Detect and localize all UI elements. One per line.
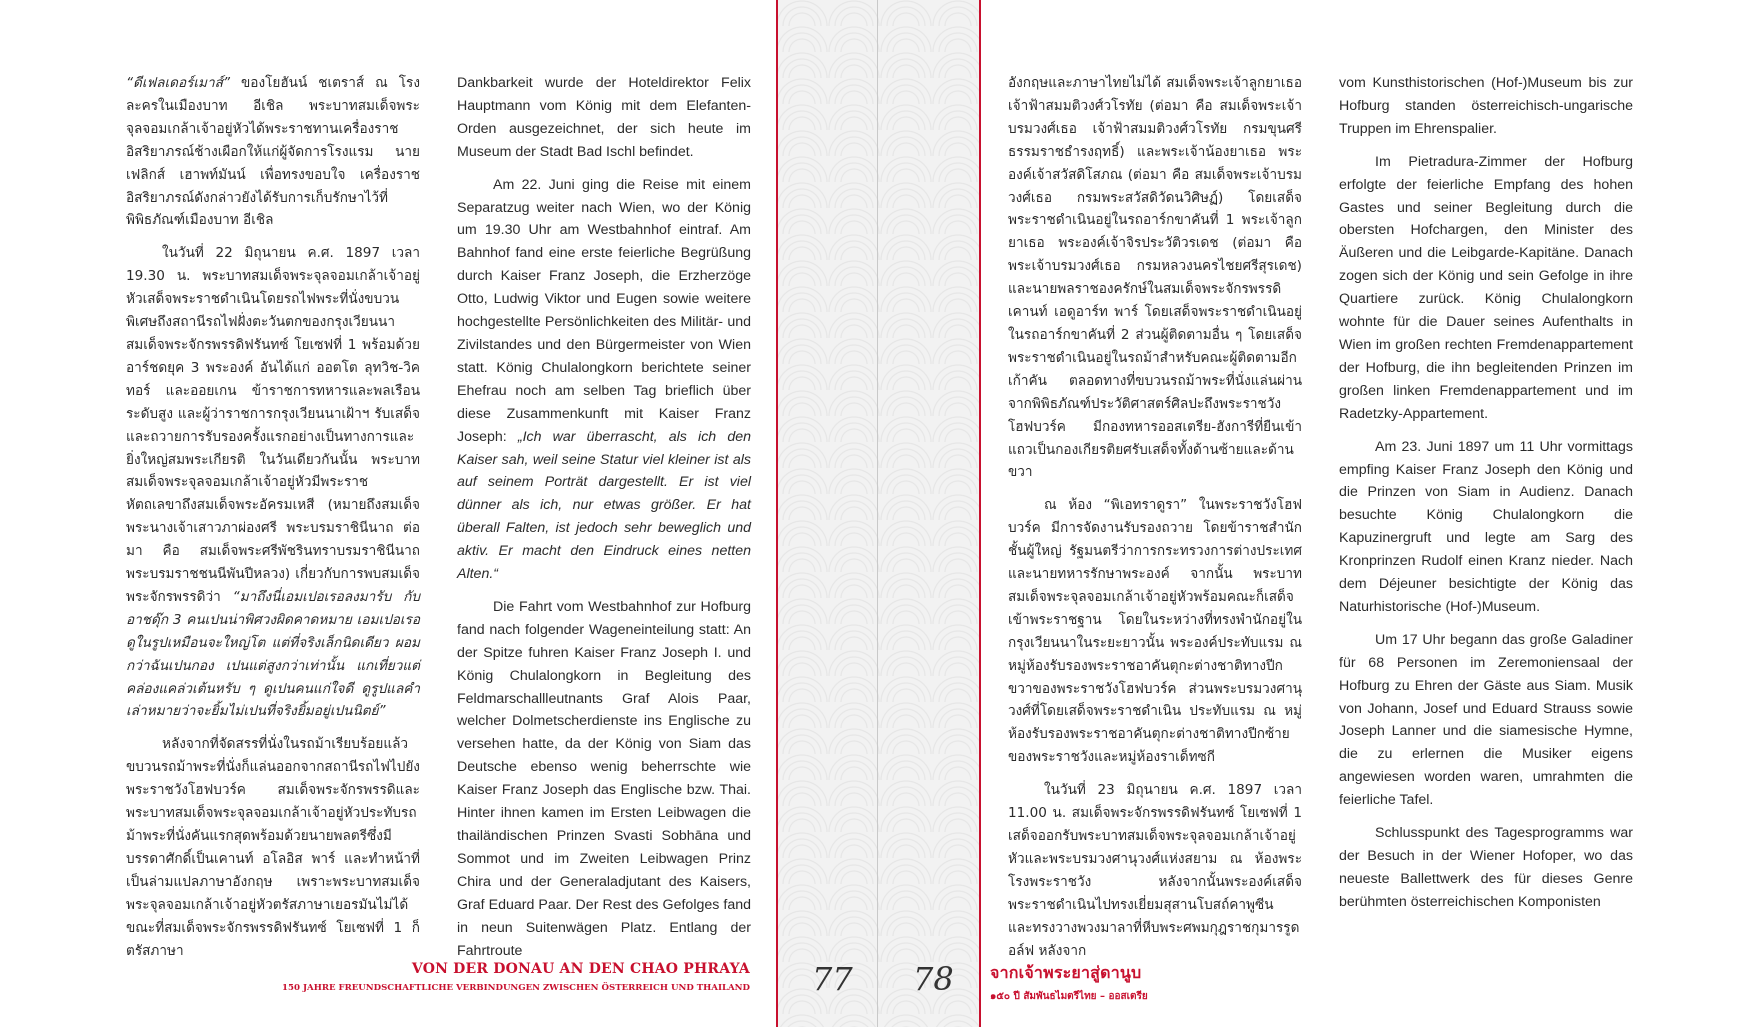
left-page-number: 77 <box>812 960 853 998</box>
german-paragraph: Am 22. Juni ging die Reise mit einem Separatzug weiter nach Wien, wo der König um 19.30 Uhr am Westbahnhof eintraf. Am Bahnhof fand eine erste feierliche Begrüßung durch Kaiser Franz Joseph, die Erzherzöge Otto, Ludwig Viktor und Eugen sowie weitere hochgestellte Persönlichkeiten des Militär- und Zivilstandes und den Bürgermeister von Wien statt. König Chulalongkorn berichtete seiner Ehefrau noch am selben Tag brieflich über diese Zusammenkunft mit Kaiser Franz Joseph: „Ich war überrascht, als ich den Kaiser sah, weil seine Statur viel kleiner ist als auf seinem Porträt dargestellt. Er ist viel dünner als ich, nur etwas größer. Er hat überall Falten, ist jedoch sehr beweglich und aktiv. Er macht den Eindruck eines netten Alten.“ <box>457 176 751 583</box>
german-paragraph: Die Fahrt vom Westbahnhof zur Hofburg fand nach folgender Wageneinteilung statt: An der Spitze fuhren Kaiser Franz Joseph I. und König Chulalongkorn in Begleitung des Feldmarschallleutnants Graf Alois Paar, welcher Dolmetscherdienste ins Englische zu versehen hatte, da der König von Siam das Deutsche ebenso wenig beherrschte wie Kaiser Franz Joseph das Englische bzw. Thai. Hinter ihnen kamen im Ersten Leibwagen die thailändischen Prinzen Svasti Sobhāna und Sommot und im Zweiten Leibwagen Prinz Chira und der Generaladjutant des Kaisers, Graf Eduard Paar. Der Rest des Gefolges fand in neun Suitenwägen Platz. Entlang der Fahrtroute <box>457 598 751 959</box>
german-paragraph: vom Kunsthistorischen (Hof-)Museum bis zur Hofburg standen österreichisch-ungarische Truppen im Ehrenspalier. <box>1339 75 1633 137</box>
page-fold-line <box>877 0 878 1027</box>
thai-paragraph: ณ ห้อง “พิเอทราดูรา” ในพระราชวังโฮฟบวร์ค มีการจัดงานรับรองถวาย โดยข้าราชสำนักชั้นผู้ใหญ่ รัฐมนตรีว่าการกระทรวงการต่างประเทศและนายทหารรักษาพระองค์ จากนั้น พระบาทสมเด็จพระจุลจอมเกล้าเจ้าอยู่หัวพร้อมคณะก็เสด็จเข้าพระราชฐาน โดยในระหว่างที่ทรงพำนักอยู่ในกรุงเวียนนาในระยะยาวนั้น พระองค์ประทับแรม ณ หมู่ห้องรับรองพระราชอาคันตุกะต่างชาติทางปีกขวาของพระราชวังโฮฟบวร์ค ส่วนพระบรมวงศานุวงศ์ที่โดยเสด็จพระราชดำเนิน ประทับแรม ณ หมู่ห้องรับรองพระราชอาคันตุกะต่างชาติทางปีกซ้ายของพระราชวังและหมู่ห้องราเด็ทซกี <box>1008 497 1302 766</box>
right-page-german-column <box>1339 72 1633 927</box>
gutter-edge-right <box>979 0 981 1027</box>
left-footer <box>282 961 750 993</box>
german-paragraph: Um 17 Uhr begann das große Galadiner für 68 Personen im Zeremoniensaal der Hofburg zu Ehren der Gäste aus Siam. Musik von Johann, Josef und Eduard Strauss sowie Joseph Lanner und die siamesische Hymne, die zu erlernen die Musiker eigens angewiesen worden waren, umrahmten die feierliche Tafel. <box>1339 631 1633 809</box>
left-page-thai-column <box>126 72 420 959</box>
left-page-german-column <box>457 72 751 959</box>
center-ornament-strip <box>776 0 981 1027</box>
right-footer-title: จากเจ้าพระยาสู่ดานูบ <box>990 963 1142 982</box>
thai-paragraph: ในวันที่ 22 มิถุนายน ค.ศ. 1897 เวลา 19.30 น. พระบาทสมเด็จพระจุลจอมเกล้าเจ้าอยู่หัวเสด็จพระราชดำเนินโดยรถไฟพระที่นั่งขบวนพิเศษถึงสถานีรถไฟฝั่งตะวันตกของกรุงเวียนนา สมเด็จพระจักรพรรดิฟรันทซ์ โยเซฟที่ 1 พร้อมด้วยอาร์ชดยุค 3 พระองค์ อันได้แก่ ออตโต ลุทวิช-วิคทอร์ และออยเกน ข้าราชการทหารและพลเรือนระดับสูง และผู้ว่าราชการกรุงเวียนนาเฝ้าฯ รับเสด็จและถวายการรับรองครั้งแรกอย่างเป็นทางการและยิ่งใหญ่สมพระเกียรติ ในวันเดียวกันนั้น พระบาทสมเด็จพระจุลจอมเกล้าเจ้าอยู่หัวมีพระราชหัตถเลขาถึงสมเด็จพระอัครมเหสี (หมายถึงสมเด็จพระนางเจ้าเสาวภาผ่องศรี พระบรมราชินีนาถ ต่อมา คือ สมเด็จพระศรีพัชรินทราบรมราชินีนาถ พระบรมราชชนนีพันปีหลวง) เกี่ยวกับการพบสมเด็จพระจักรพรรดิว่า “มาถึงนี่เอมเปอเรอลงมารับ กับอาชดุ๊ก 3 คนเปนน่าพิศวงผิดคาดหมาย เอมเปอเรอดูในรูปเหมือนจะใหญ่โต แต่ที่จริงเล็กนิดเดียว ผอมกว่าฉันเปนกอง เปนแต่สูงกว่าเท่านั้น แกเที่ยวแต่คล่องแคล่วเต้นหรับ ๆ ดูเปนคนแก่ใจดี ดูรูปแลคำเล่าหมายว่าจะยิ้มไม่เปนที่จริงยิ้มอยู่เปนนิตย์” <box>126 245 420 720</box>
right-page-number: 78 <box>913 960 954 998</box>
german-paragraph: Am 23. Juni 1897 um 11 Uhr vormittags empfing Kaiser Franz Joseph den König und die Prinzen von Siam in Audienz. Danach besuchte König Chulalongkorn die Kapuzinergruft und legte am Sarg des Kronprinzen Rudolf einen Kranz nieder. Nach dem Déjeuner besichtigte der König das Naturhistorische (Hof-)Museum. <box>1339 438 1633 615</box>
gutter-edge-left <box>776 0 778 1027</box>
right-footer <box>990 961 1148 1004</box>
left-footer-subtitle: 150 JAHRE FREUNDSCHAFTLICHE VERBINDUNGEN ZWISCHEN ÖSTERREICH UND THAILAND <box>282 983 750 993</box>
thai-paragraph: “ดีเฟลเดอร์เมาส์” ของโยฮันน์ ชเตราส์ ณ โรงละครในเมืองบาท อีเชิล พระบาทสมเด็จพระจุลจอมเกล้าเจ้าอยู่หัวได้พระราชทานเครื่องราชอิสริยาภรณ์ช้างเผือกให้แก่ผู้จัดการโรงแรม นายเฟลิกส์ เฮาพท์มันน์ เพื่อทรงขอบใจ เครื่องราชอิสริยาภรณ์ดังกล่าวยังได้รับการเก็บรักษาไว้ที่พิพิธภัณฑ์เมืองบาท อีเชิล <box>126 75 420 229</box>
thai-paragraph: อังกฤษและภาษาไทยไม่ได้ สมเด็จพระเจ้าลูกยาเธอ เจ้าฟ้าสมมติวงศ์วโรทัย (ต่อมา คือ สมเด็จพระเจ้าบรมวงศ์เธอ เจ้าฟ้าสมมติวงศ์วโรทัย กรมขุนศรีธรรมราชธำรงฤทธิ์) และพระเจ้าน้องยาเธอ พระองค์เจ้าสวัสดิโสภณ (ต่อมา คือ สมเด็จพระเจ้าบรมวงศ์เธอ กรมพระสวัสดิวัดนวิศิษฏ์) โดยเสด็จพระราชดำเนินอยู่ในรถอาร์กขาคันที่ 1 พระเจ้าลูกยาเธอ พระองค์เจ้าจิรประวัติวรเดช (ต่อมา คือ พระเจ้าบรมวงศ์เธอ กรมหลวงนครไชยศรีสุรเดช) และนายพลราชองครักษ์ในสมเด็จพระจักรพรรดิ เคานท์ เอดูอาร์ท พาร์ โดยเสด็จพระราชดำเนินอยู่ในรถอาร์กขาคันที่ 2 ส่วนผู้ติดตามอื่น ๆ โดยเสด็จพระราชดำเนินอยู่ในรถม้าสำหรับคณะผู้ติดตามอีกเก้าคัน ตลอดทางที่ขบวนรถม้าพระที่นั่งแล่นผ่านจากพิพิธภัณฑ์ประวัติศาสตร์ศิลปะถึงพระราชวังโฮฟบวร์ค มีกองทหารออสเตรีย-ฮังการีที่ยืนเข้าแถวเป็นกองเกียรติยศรับเสด็จทั้งด้านซ้ายและด้านขวา <box>1008 75 1302 481</box>
german-paragraph: Schlusspunkt des Tagesprogramms war der Besuch in der Wiener Hofoper, wo das neueste Ballettwerk des für dieses Genre berühmten österreichischen Komponisten <box>1339 825 1633 910</box>
german-paragraph: Im Pietradura-Zimmer der Hofburg erfolgte der feierliche Empfang des hohen Gastes und seiner Begleitung durch die obersten Hofchargen, den Minister des Äußeren und die Leibgarde-Kapitäne. Danach zogen sich der König und sein Gefolge in ihre Quartiere zurück. König Chulalongkorn wohnte für die Dauer seines Aufenthalts in Wien im großen rechten Fremdenappartement der Hofburg, die ihn begleitenden Prinzen im großen linken Fremdenappartement und im Radetzky-Appartement. <box>1339 153 1633 422</box>
thai-paragraph: ในวันที่ 23 มิถุนายน ค.ศ. 1897 เวลา 11.00 น. สมเด็จพระจักรพรรดิฟรันทซ์ โยเซฟที่ 1 เสด็จออกรับพระบาทสมเด็จพระจุลจอมเกล้าเจ้าอยู่หัวและพระบรมวงศานุวงศ์แห่งสยาม ณ ห้องพระโรงพระราชวัง หลังจากนั้นพระองค์เสด็จพระราชดำเนินไปทรงเยี่ยมสุสานโบสถ์คาพูซีน และทรงวางพวงมาลาที่หีบพระศพมกุฎราชกุมารรูดอล์ฟ หลังจาก <box>1008 782 1302 959</box>
right-page-thai-column <box>1008 72 1302 959</box>
german-paragraph: Dankbarkeit wurde der Hoteldirektor Felix Hauptmann vom König mit dem Elefanten-Orden ausgezeichnet, der sich heute im Museum der Stadt Bad Ischl befindet. <box>457 75 751 160</box>
thai-paragraph: หลังจากที่จัดสรรที่นั่งในรถม้าเรียบร้อยแล้ว ขบวนรถม้าพระที่นั่งก็แล่นออกจากสถานีรถไฟไปยังพระราชวังโฮฟบวร์ค สมเด็จพระจักรพรรดิและพระบาทสมเด็จพระจุลจอมเกล้าเจ้าอยู่หัวประทับรถม้าพระที่นั่งคันแรกสุดพร้อมด้วยนายพลตรีซึ่งมีบรรดาศักดิ์เป็นเคานท์ อโลอิส พาร์ และทำหน้าที่เป็นล่ามแปลภาษาอังกฤษ เพราะพระบาทสมเด็จพระจุลจอมเกล้าเจ้าอยู่หัวตรัสภาษาเยอรมันไม่ได้ ขณะที่สมเด็จพระจักรพรรดิฟรันทซ์ โยเซฟที่ 1 ก็ตรัสภาษา <box>126 736 420 959</box>
right-footer-subtitle: ๑๕๐ ปี สัมพันธไมตรีไทย – ออสเตรีย <box>990 991 1148 1002</box>
left-footer-title: VON DER DONAU AN DEN CHAO PHRAYA <box>411 961 750 977</box>
